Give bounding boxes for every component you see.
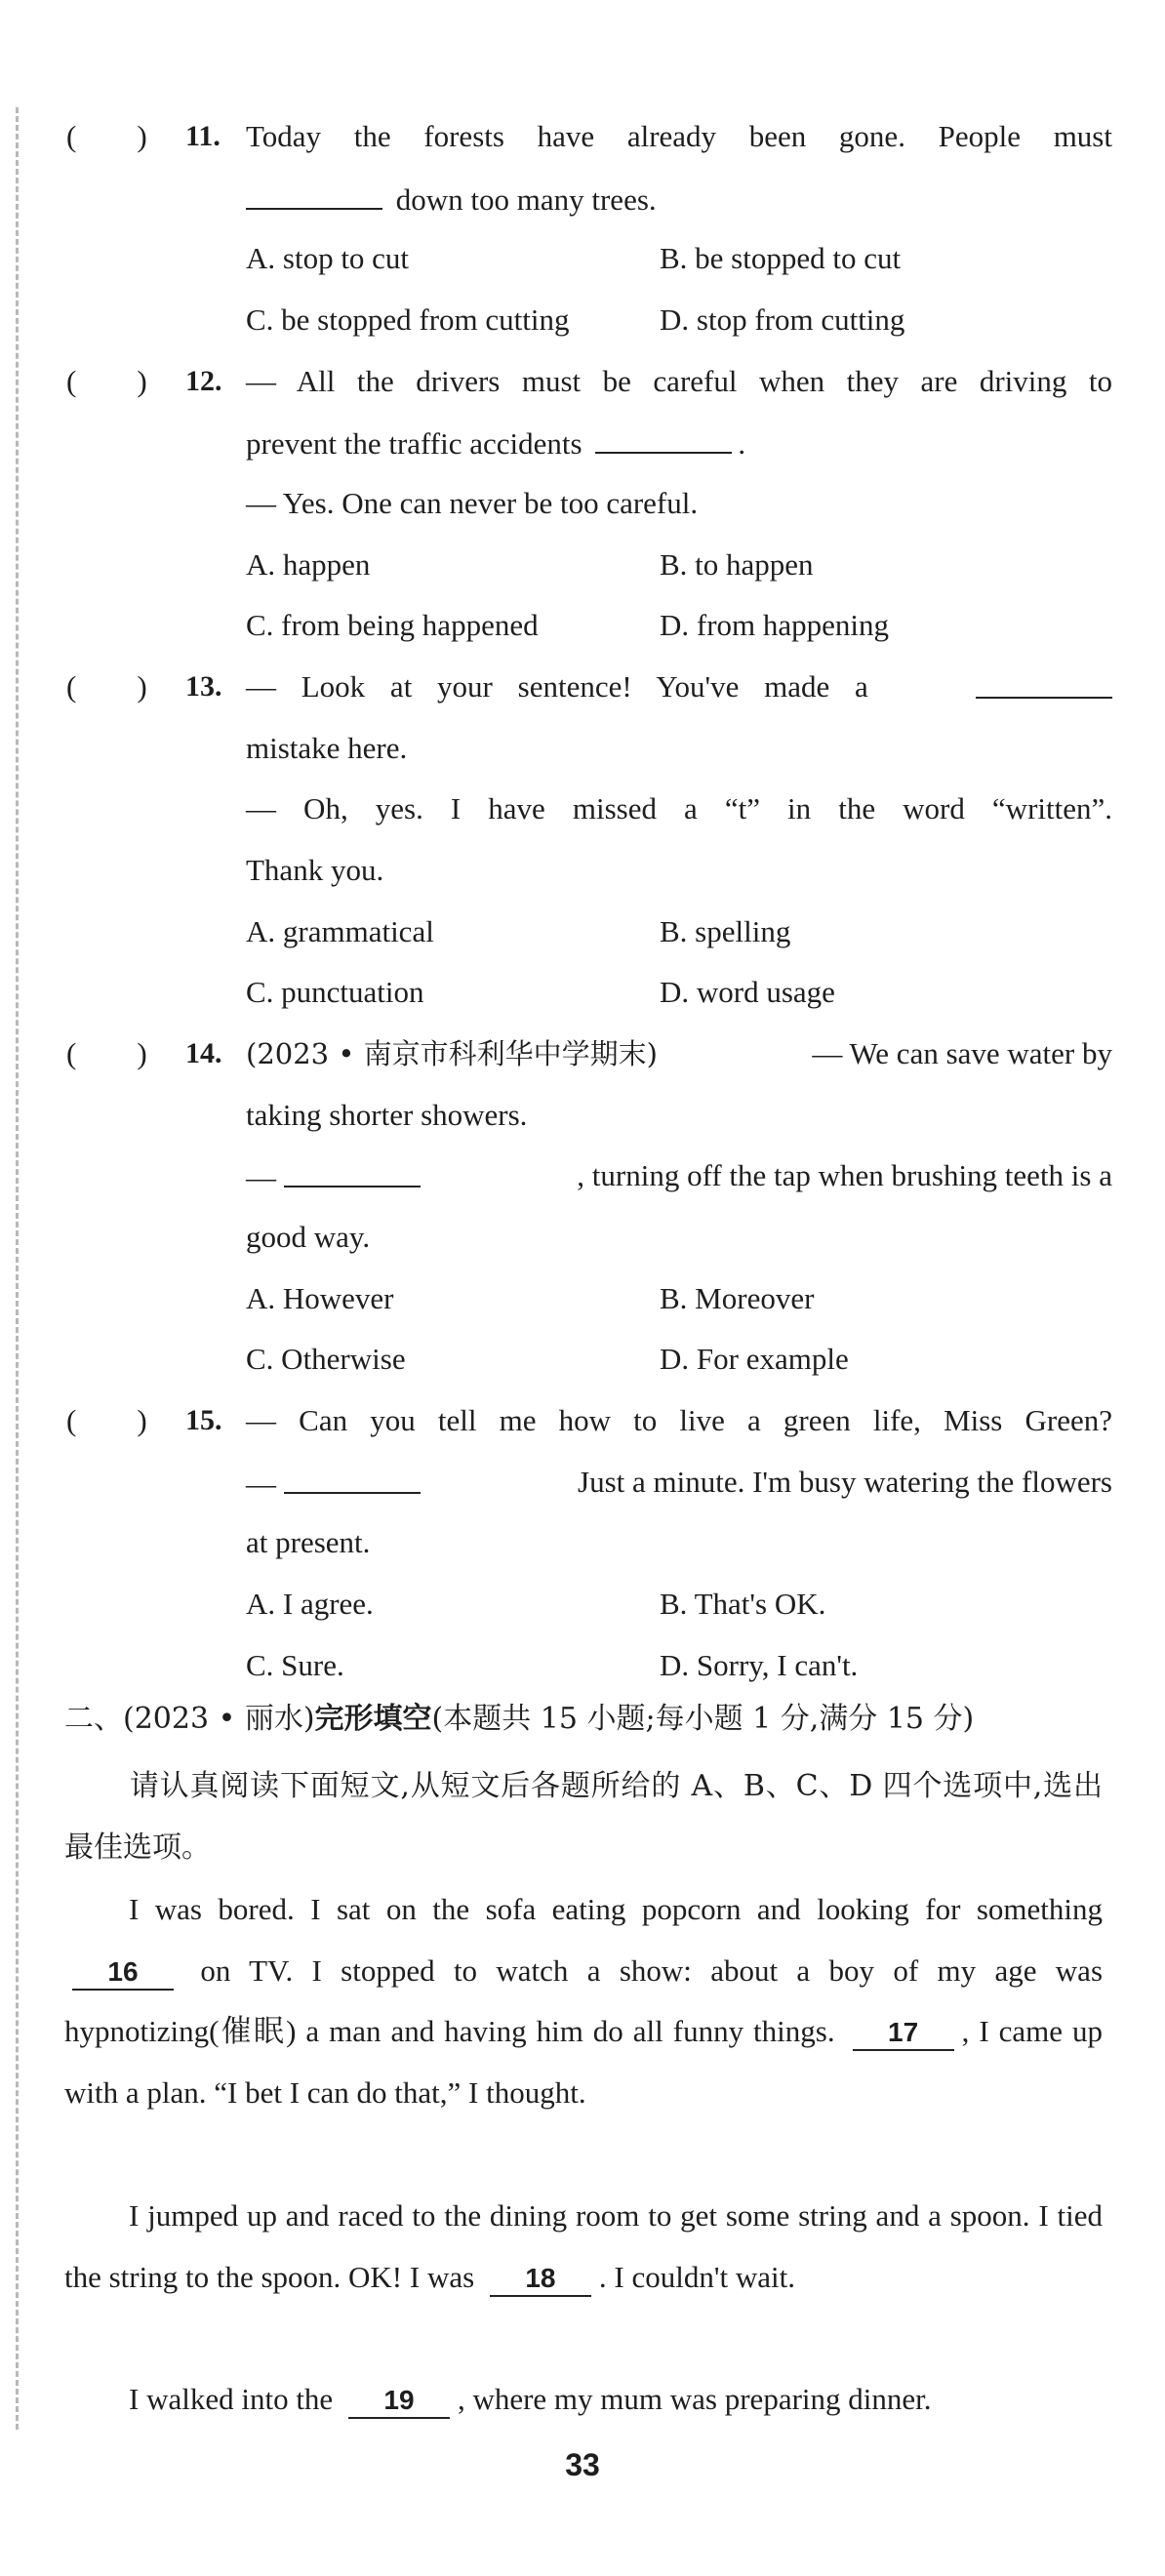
question-stem-line: — Just a minute. I'm busy watering the flowers <box>246 1465 1112 1501</box>
question-stem-line: down too many trees. <box>246 179 1112 220</box>
question-number: 14. <box>185 1037 222 1069</box>
answer-bracket[interactable]: ( ) <box>66 119 147 153</box>
option-a: A. I agree. <box>246 1587 374 1621</box>
question-stem-line: — Oh, yes. I have missed a “t” in the word “written”. <box>246 791 1112 825</box>
passage-paragraph-2: I jumped up and raced to the dining room to get some string and a spoon. I tied the string to the spoon. OK! I was 18 . I couldn't wait. <box>64 2186 1103 2308</box>
section-instruction: 请认真阅读下面短文,从短文后各题所给的 A、B、C、D 四个选项中,选出最佳选项。 <box>64 1769 1103 1865</box>
option-c: C. be stopped from cutting <box>246 302 570 337</box>
answer-bracket[interactable]: ( ) <box>66 1036 147 1070</box>
question-stem-line: mistake here. <box>246 731 408 765</box>
answer-blank <box>595 423 732 454</box>
page-number: 33 <box>565 2447 600 2482</box>
question-stem-line: prevent the traffic accidents . <box>246 423 1112 463</box>
section-prefix: 二、(2023 • 丽水) <box>64 1702 315 1736</box>
binding-margin-line <box>16 107 19 2430</box>
cloze-blank-18[interactable]: 18 <box>490 2262 591 2297</box>
answer-bracket[interactable]: ( ) <box>66 364 147 398</box>
option-d: D. stop from cutting <box>660 302 905 337</box>
option-b: B. be stopped to cut <box>660 241 902 275</box>
section-heading <box>64 1700 974 1739</box>
answer-bracket[interactable]: ( ) <box>66 669 147 704</box>
question-stem-line: (2023 • 南京市科利华中学期末) — We can save water by <box>246 1034 1112 1073</box>
option-a: A. happen <box>246 547 371 582</box>
question-stem-line: at present. <box>246 1525 371 1559</box>
section-title: 完形填空 <box>314 1702 432 1736</box>
option-b: B. Moreover <box>660 1281 815 1315</box>
question-stem-line: good way. <box>246 1220 371 1254</box>
passage-paragraph-3: I walked into the 19 , where my mum was preparing dinner. <box>64 2369 1103 2431</box>
question-stem-line: — , turning off the tap when brushing teeth is a <box>246 1158 1112 1194</box>
question-stem-line: — Look at your sentence! You've made a <box>246 667 1112 706</box>
option-d: D. Sorry, I can't. <box>660 1648 859 1682</box>
option-a: A. grammatical <box>246 914 434 948</box>
question-stem-line: — Yes. One can never be too careful. <box>246 486 699 520</box>
option-b: B. to happen <box>660 547 814 582</box>
question-source: (2023 • 南京市科利华中学期末) <box>246 1037 658 1070</box>
question-stem-line: Today the forests have already been gone. People must <box>246 119 1112 153</box>
question-stem-line: taking shorter showers. <box>246 1098 528 1132</box>
option-c: C. Sure. <box>246 1648 344 1682</box>
option-c: C. punctuation <box>246 975 424 1009</box>
option-b: B. That's OK. <box>660 1587 826 1621</box>
question-number: 15. <box>185 1404 222 1436</box>
question-number: 12. <box>185 365 222 397</box>
answer-blank <box>284 1463 421 1494</box>
answer-blank <box>246 179 382 210</box>
passage-paragraph-1: I was bored. I sat on the sofa eating popcorn and looking for something 16 on TV. I stopped to watch a show: about a boy of my age was hypnotizing(催眠) a man and having him do all funny things. 17 , I came up with a plan. “I bet I can do that,” I thought. <box>64 1892 1104 2110</box>
answer-bracket[interactable]: ( ) <box>66 1403 147 1437</box>
option-d: D. word usage <box>660 975 835 1009</box>
option-a: A. stop to cut <box>246 241 410 275</box>
option-c: C. from being happened <box>246 608 539 642</box>
section-note: (本题共 15 小题;每小题 1 分,满分 15 分) <box>431 1702 975 1736</box>
answer-blank <box>284 1156 421 1187</box>
option-d: D. from happening <box>660 608 890 642</box>
cloze-blank-19[interactable]: 19 <box>348 2384 450 2419</box>
cloze-blank-17[interactable]: 17 <box>853 2016 954 2051</box>
option-c: C. Otherwise <box>246 1342 406 1376</box>
question-number: 11. <box>185 120 221 152</box>
option-d: D. For example <box>660 1342 849 1376</box>
question-stem-line: — All the drivers must be careful when they are driving to <box>246 364 1112 398</box>
question-number: 13. <box>185 670 222 703</box>
question-stem-line: — Can you tell me how to live a green life, Miss Green? <box>246 1403 1112 1437</box>
answer-blank <box>976 667 1112 699</box>
question-stem-line: Thank you. <box>246 853 384 887</box>
cloze-blank-16[interactable]: 16 <box>72 1955 174 1991</box>
option-b: B. spelling <box>660 914 791 948</box>
option-a: A. However <box>246 1281 394 1315</box>
